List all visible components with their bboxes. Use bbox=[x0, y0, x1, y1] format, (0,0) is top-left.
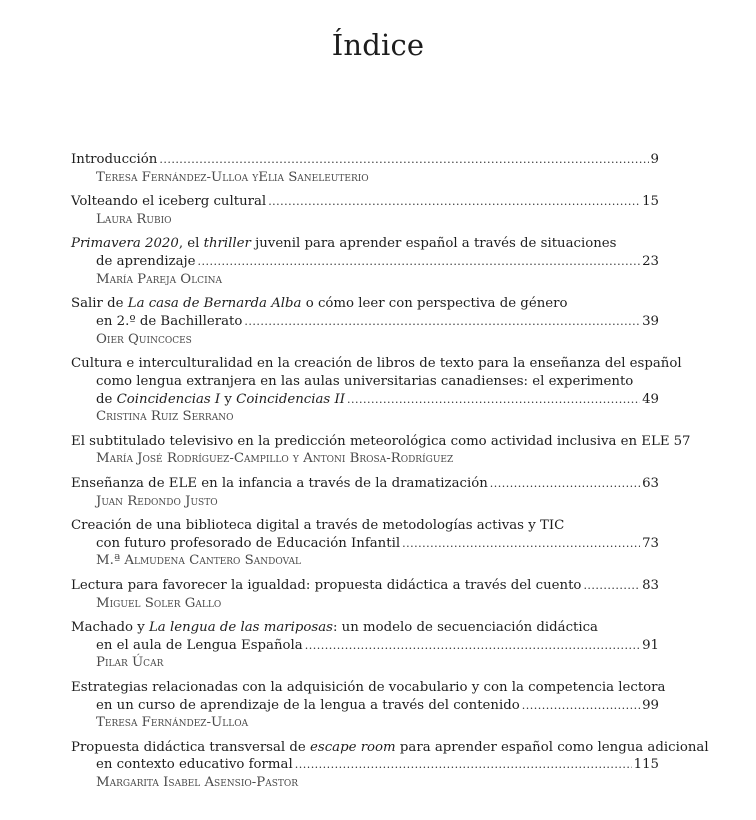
toc-entry bbox=[71, 619, 659, 672]
toc-entry-title bbox=[71, 235, 617, 253]
toc-entry-line bbox=[71, 151, 659, 169]
toc-entry-title: Cultura e interculturalidad en la creación de libros de texto para la enseñanza del español bbox=[71, 355, 682, 371]
italic-title: escape room bbox=[310, 739, 396, 755]
dot-leader bbox=[295, 756, 632, 774]
page-number: 83 bbox=[642, 577, 659, 593]
table-of-contents bbox=[71, 151, 709, 799]
toc-entry-author: Cristina Ruiz Serrano bbox=[96, 409, 234, 425]
title-fragment: de bbox=[96, 391, 117, 407]
toc-entry-title: Volteando el iceberg cultural bbox=[71, 194, 267, 210]
toc-entry-line bbox=[71, 756, 659, 774]
page-number: 39 bbox=[642, 313, 659, 329]
title-fragment: Salir de bbox=[71, 296, 128, 312]
dot-leader bbox=[490, 475, 640, 493]
page-number: 57 bbox=[673, 433, 691, 449]
page-number: 91 bbox=[642, 637, 659, 653]
toc-entry-title: Introducción bbox=[71, 152, 158, 167]
toc-entry-author: M.ª Almudena Cantero Sandoval bbox=[96, 553, 301, 569]
page-title: Índice bbox=[331, 28, 425, 62]
dot-leader bbox=[159, 151, 648, 169]
toc-entry-line bbox=[71, 391, 659, 409]
italic-title: Coincidencias I bbox=[116, 391, 221, 407]
toc-entry-author: Oier Quincoces bbox=[96, 331, 192, 347]
toc-entry-title-line bbox=[71, 619, 659, 637]
toc-entry-author: María Pareja Olcina bbox=[96, 271, 222, 287]
dot-leader bbox=[244, 313, 640, 331]
toc-entry-title-line bbox=[71, 679, 666, 697]
title-fragment: , el bbox=[178, 236, 204, 252]
page-number: 49 bbox=[642, 391, 659, 407]
title-fragment: : un modelo de secuenciación didáctica bbox=[332, 619, 598, 635]
toc-entry-title-line bbox=[71, 739, 709, 757]
toc-entry-title: Creación de una biblioteca digital a través de metodologías activas y TIC bbox=[71, 517, 565, 533]
page-number: 23 bbox=[642, 253, 659, 269]
toc-entry-title: Estrategias relacionadas con la adquisición de vocabulario y con la competencia lectora bbox=[71, 679, 666, 695]
italic-title: Coincidencias II bbox=[236, 391, 345, 407]
italic-title: Primavera 2020 bbox=[71, 236, 179, 252]
toc-entry-title-line bbox=[71, 517, 659, 535]
italic-title: La casa de Bernarda Alba bbox=[127, 296, 302, 312]
toc-entry-author: Pilar Úcar bbox=[96, 655, 164, 671]
toc-entry-line bbox=[71, 253, 659, 271]
italic-title: La lengua de las mariposas bbox=[148, 619, 333, 635]
dot-leader bbox=[583, 577, 640, 595]
toc-entry-title-line bbox=[71, 295, 659, 313]
toc-entry-title: El subtitulado televisivo en la predicción meteorológica como actividad inclusiva en ELE bbox=[71, 433, 670, 449]
toc-entry bbox=[71, 475, 659, 511]
title-fragment: juvenil para aprender español a través de situaciones bbox=[250, 236, 617, 252]
toc-entry-title-line bbox=[71, 373, 659, 391]
toc-entry-line bbox=[71, 535, 659, 553]
title-fragment: y bbox=[220, 391, 237, 407]
dot-leader bbox=[402, 535, 640, 553]
toc-entry bbox=[71, 355, 682, 426]
toc-entry-title-cont: en el aula de Lengua Española bbox=[96, 637, 303, 653]
toc-entry-line bbox=[71, 577, 659, 595]
page-number: 9 bbox=[650, 152, 659, 167]
toc-entry-line bbox=[71, 313, 659, 331]
toc-entry-author: María José Rodríguez-Campillo y Antoni Brosa-Rodríguez bbox=[96, 451, 454, 467]
toc-entry-author: Juan Redondo Justo bbox=[96, 493, 218, 509]
dot-leader bbox=[305, 637, 640, 655]
toc-entry-title-line bbox=[71, 355, 682, 373]
toc-entry-title-cont: en un curso de aprendizaje de la lengua a través del contenido bbox=[96, 697, 520, 713]
page-number: 63 bbox=[642, 475, 659, 491]
toc-entry-title bbox=[71, 619, 598, 637]
toc-entry-title-cont: en contexto educativo formal bbox=[96, 757, 293, 773]
toc-entry-author: Margarita Isabel Asensio-Pastor bbox=[96, 775, 299, 791]
toc-entry bbox=[71, 739, 709, 792]
dot-leader bbox=[522, 697, 640, 715]
toc-entry-line bbox=[71, 475, 659, 493]
toc-entry bbox=[71, 679, 666, 732]
toc-entry-title bbox=[71, 295, 568, 313]
page-number: 115 bbox=[633, 757, 659, 773]
toc-entry bbox=[71, 577, 659, 613]
dot-leader bbox=[347, 391, 640, 409]
toc-entry-author: Miguel Soler Gallo bbox=[96, 595, 222, 611]
toc-entry-title-cont bbox=[96, 391, 345, 409]
italic-title: thriller bbox=[203, 236, 251, 252]
dot-leader bbox=[198, 253, 641, 271]
toc-entry-line bbox=[71, 697, 659, 715]
title-fragment: Machado y bbox=[71, 619, 149, 635]
toc-entry-title: Lectura para favorecer la igualdad: propuesta didáctica a través del cuento bbox=[71, 577, 582, 593]
toc-entry bbox=[71, 235, 659, 288]
toc-entry-title bbox=[71, 739, 709, 757]
toc-entry bbox=[71, 151, 659, 187]
toc-entry bbox=[71, 295, 659, 348]
title-fragment: Propuesta didáctica transversal de bbox=[71, 739, 311, 755]
toc-entry-line bbox=[71, 433, 691, 451]
toc-entry-author: Laura Rubio bbox=[96, 211, 172, 227]
toc-entry bbox=[71, 433, 691, 469]
dot-leader bbox=[268, 193, 640, 211]
toc-entry-line bbox=[71, 193, 659, 211]
title-fragment: o cómo leer con perspectiva de género bbox=[301, 296, 568, 312]
toc-entry-line bbox=[71, 637, 659, 655]
toc-entry-title-cont: como lengua extranjera en las aulas universitarias canadienses: el experimento bbox=[96, 373, 634, 389]
toc-entry-title: Enseñanza de ELE en la infancia a través de la dramatización bbox=[71, 475, 488, 491]
toc-entry-title-cont: con futuro profesorado de Educación Infantil bbox=[96, 535, 401, 551]
toc-entry-author: Teresa Fernández-Ulloa bbox=[96, 715, 249, 731]
toc-entry-author: Teresa Fernández-Ulloa yElia Saneleuterio bbox=[96, 169, 369, 185]
toc-entry bbox=[71, 517, 659, 570]
toc-entry-title-cont: en 2.º de Bachillerato bbox=[96, 313, 243, 329]
page-number: 15 bbox=[642, 194, 659, 210]
toc-entry-title-cont: de aprendizaje bbox=[96, 253, 196, 269]
page-number: 73 bbox=[642, 535, 659, 551]
toc-entry bbox=[71, 193, 659, 229]
title-fragment: para aprender español como lengua adicional bbox=[395, 739, 709, 755]
toc-entry-title-line bbox=[71, 235, 659, 253]
page-number: 99 bbox=[642, 697, 659, 713]
